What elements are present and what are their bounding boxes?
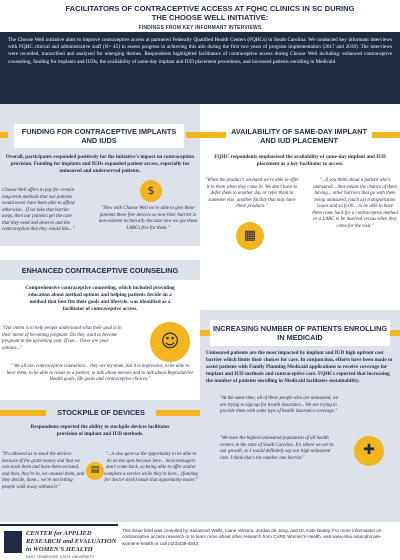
intro-banner xyxy=(0,32,400,104)
money-icon: $ xyxy=(140,180,162,202)
calendar-icon: ▦ xyxy=(236,222,264,250)
counseling-quote-1: "Our intent is to help people understand what their goal is in their intent of becoming pregnant. Do they want to become pregnant in the upcoming year. If not... These are your options..." xyxy=(2,326,122,351)
medicaid-heading: INCREASING NUMBER OF PATIENTS ENROLLING IN MEDICAID xyxy=(212,324,388,342)
counseling-icon: ☺ xyxy=(150,322,190,362)
footer-note: This issue brief was compiled by Savannah Wells, Liane Ventura, Jordan de Jong, and Dr. Kate Beatty. For more information on contraceptive access research or to learn more about other research from CARE Women's Health, visit www.etsu.edu/cph/care-womens-health or call (423)439-4843. xyxy=(122,528,382,546)
sameday-body: FQHC respondents emphasized the availability of same-day implant and IUD placement as a key facilitator to access. xyxy=(214,154,386,167)
medicaid-quote-2: "We have the highest uninsured population of all health centers in the state of South Carolina. It's where we are in our growth, so I would definitely say our high uninsured rate. I think that's the number one barrier." xyxy=(220,436,334,461)
stockpile-accent-left xyxy=(0,410,46,416)
funding-accent-right xyxy=(186,132,200,138)
sameday-accent-right xyxy=(372,132,400,138)
stockpile-quote-left: "It's allowed us to stock the devices because of the grant money and that we can stock them and have them on hand, and then, they're in, we counsel them, and they decide, done... we're not letting people walk away without it." xyxy=(2,452,85,490)
header xyxy=(0,0,400,32)
funding-heading: FUNDING FOR CONTRACEPTIVE IMPLANTS AND IUDS xyxy=(21,127,177,145)
counseling-heading: ENHANCED CONTRACEPTIVE COUNSELING xyxy=(21,266,179,275)
counseling-quote-2: " We all are, contraceptive counselors... they are my team, but it is impressive, to be able to hear them, to be able to relate to a patient, to talk about menses and to talk about Reproductive Health goals, life goals and contraceptive choices." xyxy=(6,364,194,382)
funding-quote-left: Choose Well offers to pay for certain long-term methods that our patients would never have been able to afford otherwise... If we take that barrier away, then our patients get the care that they need and deserve and the contraception that they would like..." xyxy=(2,188,75,232)
stack-icon: ▤ xyxy=(86,462,104,480)
sameday-quote-right: "...if you think about a patient who's uninsured... that means the chance of them having... other barriers that go with them being uninsured, (such as) transportation issues and so forth... to be able to have them come back for a contraceptive method or a LARC to be inserted versus when they come for the visit." xyxy=(312,178,398,229)
intro-text: The Choose Well initiative aims to improve contraceptive access at partnered Federally Qualified Health Centers (FQHCs) in South Carolina. We conducted key informant interviews with FQHC clinical and administrative staff (N= 45) to assess progress in achieving this aim during the first two years of program implementation (2017 and 2018). The interviews were recorded, transcribed and analyzed for emerging themes. Respondents highlighted facilitators of contraceptive access during Choose Well including: enhanced contraceptive counseling, funding for implants and IUDs, the availability of same-day implant and IUD placement procedures, and increased patients enrolling in Medicaid. xyxy=(8,37,392,65)
stockpile-quote-right: "...it also gave us the opportunity to be able to do on the spot because here... most teenagers don't come back, so being able to offer and/or complete a service while they're here... (funding for device stock) made that opportunity easier." xyxy=(104,452,198,483)
logo-university: EAST TENNESSEE STATE UNIVERSITY xyxy=(26,555,95,559)
funding-quote-right: "Now with Choose Well we're able to give these patients these free devices so now their barrier is non-existent technically because now we got those LARCs free for them." xyxy=(98,206,198,231)
medicaid-accent-left xyxy=(200,330,210,336)
insurance-card-icon: ✚ xyxy=(354,436,384,466)
stockpile-heading: STOCKPILE OF DEVICES xyxy=(57,408,145,417)
footer-logo xyxy=(0,524,118,560)
medicaid-accent-right xyxy=(390,330,400,336)
page-title: FACILITATORS OF CONTRACEPTIVE ACCESS AT FQHC CLINICS IN SC DURING THE CHOOSE WELL INITIATIVE: xyxy=(65,4,355,22)
logo-icon xyxy=(4,531,22,553)
sameday-quote-left: "When the product's on-hand we're able to offer it to them when they come in. We don't have to defer them to another day or refer them to someone else, another facility that may have these products." xyxy=(205,178,299,209)
page-subtitle: FINDINGS FROM KEY INFORMANT INTERVIEWS xyxy=(138,25,262,31)
sameday-heading: AVAILABILITY OF SAME-DAY IMPLANT AND IUD PLACEMENT xyxy=(231,127,367,145)
medicaid-quote-1: "At the same time, all of these people who are uninsured, we are trying to sign up for health insurance... We are trying to provide them with some type of health insurance coverage." xyxy=(220,396,339,414)
medicaid-body: Uninsured patients are the most impacted by implant and IUD high upfront cost barrier which limits their choices for care. In conjunction, efforts have been made to assist patients with Family Planning Medicaid applications to receive coverage for implant and IUD methods and contraceptive care. FQHCs reported that increasing the number of patients enrolling in Medicaid facilitates sustainability. xyxy=(206,350,393,384)
funding-accent-left xyxy=(0,132,8,138)
logo-line-2: RESEARCH and EVALUATION xyxy=(26,538,117,545)
counseling-body: Comprehensive contraceptive counseling, which included providing education about method options and helping patients decide on a method that best fits their goals and lifestyle, was identified as a facilitator of contraceptive access. xyxy=(25,285,175,312)
funding-body: Overall, participants responded positively for the initiative's impact on contraception provision. Funding for implants and IUDs expanded patient access, especially for uninsured and underserved patients. xyxy=(5,154,195,174)
logo-line-3: in WOMEN'S HEALTH xyxy=(26,546,93,553)
sameday-accent-left xyxy=(200,132,226,138)
logo-line-1: CENTER for APPLIED xyxy=(26,530,92,537)
stockpile-accent-right xyxy=(156,410,200,416)
stockpile-body: Respondents reported the ability to stockpile devices facilitates provision of implant and IUD methods. xyxy=(30,424,170,437)
